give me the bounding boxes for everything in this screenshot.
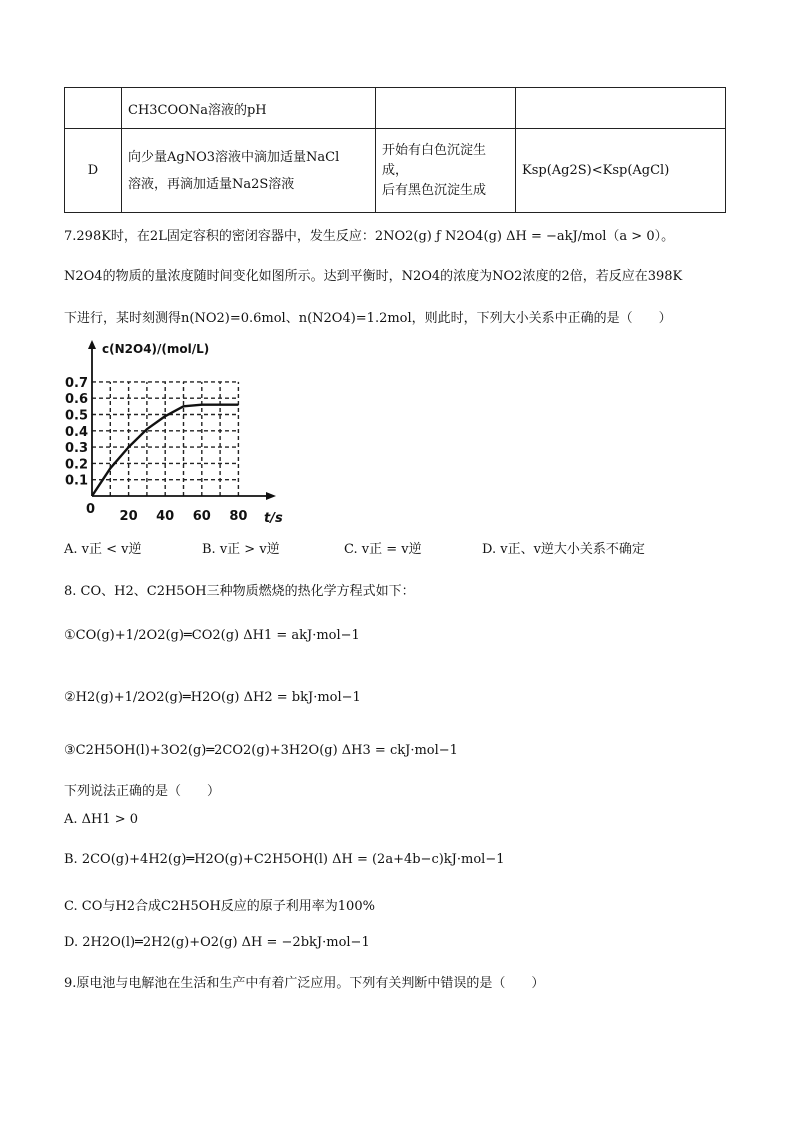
y-tick-label: 0.1 — [64, 473, 88, 489]
row-d-phenomenon-1: 开始有白色沉淀生成， — [382, 142, 487, 178]
x-tick-label: 20 — [119, 509, 138, 524]
q8-prompt: 下列说法正确的是（ ） — [64, 784, 221, 799]
concentration-time-chart — [62, 338, 292, 528]
q8-stem: 8. CO、H2、C2H5OH三种物质燃烧的热化学方程式如下： — [64, 584, 415, 599]
origin-label: 0 — [86, 502, 96, 517]
x-tick-label: 80 — [229, 509, 248, 524]
q9-stem: 9.原电池与电解池在生活和生产中有着广泛应用。下列有关判断中错误的是（ ） — [64, 976, 545, 991]
table-cell — [376, 88, 516, 129]
q7-option-b: B. v正 > v逆 — [202, 542, 280, 557]
q7-line2: N2O4的物质的量浓度随时间变化如图所示。达到平衡时，N2O4的浓度为NO2浓度的2倍，若反应在398K — [64, 269, 683, 284]
chart-grid — [92, 382, 238, 496]
q8-option-b: B. 2CO(g)+4H2(g)═H2O(g)+C2H5OH(l) ΔH = (2a+4b−c)kJ·mol−1 — [64, 852, 505, 867]
y-axis-label: c(N2O4)/(mol/L) — [102, 342, 210, 356]
table-cell — [122, 129, 376, 213]
x-axis-label: t/s — [264, 511, 283, 526]
row-c-text: CH3COONa溶液的pH — [128, 102, 267, 118]
table-cell — [122, 88, 376, 129]
q8-option-c: C. CO与H2合成C2H5OH反应的原子利用率为100% — [64, 899, 375, 914]
q7-line3: 下进行，某时刻测得n(NO2)=0.6mol、n(N2O4)=1.2mol，则此时，下列大小关系中正确的是（ ） — [64, 311, 672, 326]
row-d-label: D — [65, 129, 122, 213]
q7-option-c: C. v正 = v逆 — [344, 542, 422, 557]
q7-option-d: D. v正、v逆大小关系不确定 — [482, 542, 645, 557]
row-d-phenomenon-2: 后有黑色沉淀生成 — [382, 182, 487, 198]
table-cell — [65, 88, 122, 129]
y-tick-label: 0.5 — [64, 408, 88, 424]
q7-option-a: A. v正 < v逆 — [64, 542, 142, 557]
table-cell — [516, 88, 726, 129]
table-row — [65, 129, 726, 213]
y-tick-label: 0.6 — [64, 392, 88, 408]
table-row — [65, 88, 726, 129]
experiment-table — [64, 87, 726, 213]
row-d-operation-1: 向少量AgNO3溶液中滴加适量NaCl — [128, 149, 340, 165]
q7-line1: 7.298K时，在2L固定容积的密闭容器中，发生反应：2NO2(g) ƒ N2O4(g) ΔH = −akJ/mol（a > 0）。 — [64, 229, 675, 244]
y-tick-label: 0.4 — [64, 424, 88, 440]
q8-option-a: A. ΔH1 > 0 — [64, 812, 139, 827]
chart-axes — [88, 340, 276, 500]
q8-equation-1: ①CO(g)+1/2O2(g)═CO2(g) ΔH1 = akJ·mol−1 — [64, 628, 360, 643]
q8-equation-3: ③C2H5OH(l)+3O2(g)═2CO2(g)+3H2O(g) ΔH3 = ckJ·mol−1 — [64, 743, 458, 758]
row-d-conclusion: Ksp(Ag2S)<Ksp(AgCl) — [516, 129, 726, 213]
x-tick-label: 40 — [156, 509, 175, 524]
table-cell — [376, 129, 516, 213]
y-axis-arrow — [88, 340, 96, 349]
q8-option-d: D. 2H2O(l)═2H2(g)+O2(g) ΔH = −2bkJ·mol−1 — [64, 935, 370, 950]
y-tick-label: 0.3 — [64, 441, 88, 457]
y-tick-label: 0.7 — [64, 375, 88, 391]
row-d-operation-2: 溶液，再滴加适量Na2S溶液 — [128, 176, 295, 192]
q8-equation-2: ②H2(g)+1/2O2(g)═H2O(g) ΔH2 = bkJ·mol−1 — [64, 690, 361, 705]
x-tick-label: 60 — [192, 509, 211, 524]
y-tick-label: 0.2 — [64, 457, 88, 473]
x-axis-arrow — [266, 492, 276, 500]
